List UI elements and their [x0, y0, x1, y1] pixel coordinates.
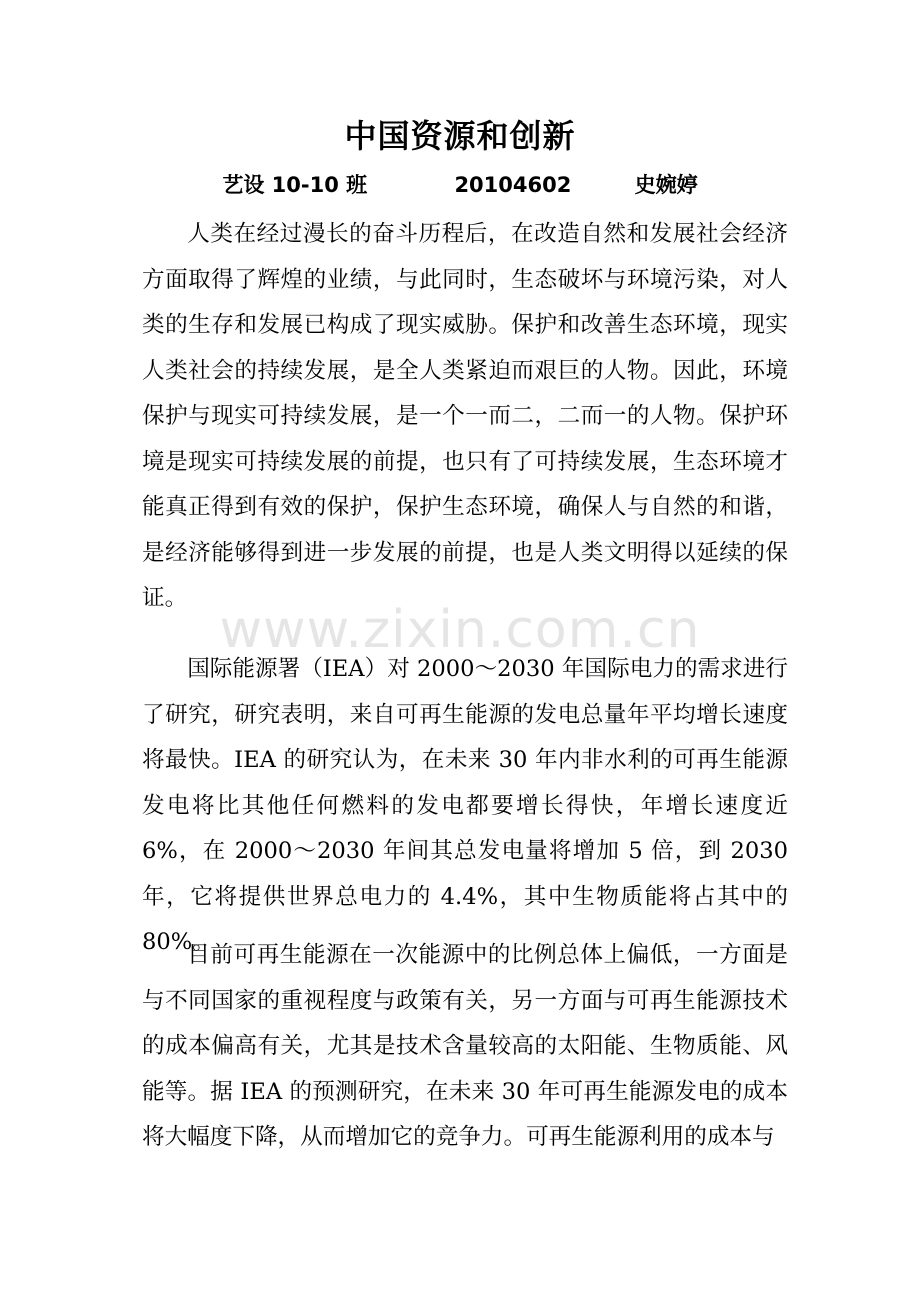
paragraph-3: 目前可再生能源在一次能源中的比例总体上偏低，一方面是与不同国家的重视程度与政策有关，另一方面与可再生能源技术的成本偏高有关，尤其是技术含量较高的太阳能、生物质能、风能等。据 IEA 的预测研究，在未来 30 年可再生能源发电的成本将大幅度下降，从而增加它的竞争力。可再生能源利用的成本与 [142, 942, 788, 1150]
paragraph-1: 人类在经过漫长的奋斗历程后，在改造自然和发展社会经济方面取得了辉煌的业绩，与此同时，生态破坏与环境污染，对人类的生存和发展已构成了现实威胁。保护和改善生态环境，现实人类社会的持续发展，是全人类紧迫而艰巨的人物。因此，环境保护与现实可持续发展，是一个一而二，二而一的人物。保护环境是现实可持续发展的前提，也只有了可持续发展，生态环境才能真正得到有效的保护，保护生态环境，确保人与自然的和谐，是经济能够得到进一步发展的前提，也是人类文明得以延续的保证。 [142, 221, 788, 611]
byline [0, 168, 920, 202]
paragraph-2: 国际能源署（IEA）对 2000～2030 年国际电力的需求进行了研究，研究表明，来自可再生能源的发电总量年平均增长速度将最快。IEA 的研究认为，在未来 30 年内非水利的可再生能源发电将比其他任何燃料的发电都要增长得快，年增长速度近 6%，在 2000～2030 年间其总发电量将增加 5 倍，到 2030 年，它将提供世界总电力的 4.4%，其中生物质能将占其中的 80%。 [142, 656, 788, 955]
student-id: 20104602 [454, 173, 572, 197]
class-name: 艺设 10-10 班 [222, 173, 368, 197]
watermark: www.zixin.com.cn [219, 600, 701, 660]
document-title: 中国资源和创新 [344, 117, 576, 155]
author-name: 史婉婷 [634, 173, 698, 197]
